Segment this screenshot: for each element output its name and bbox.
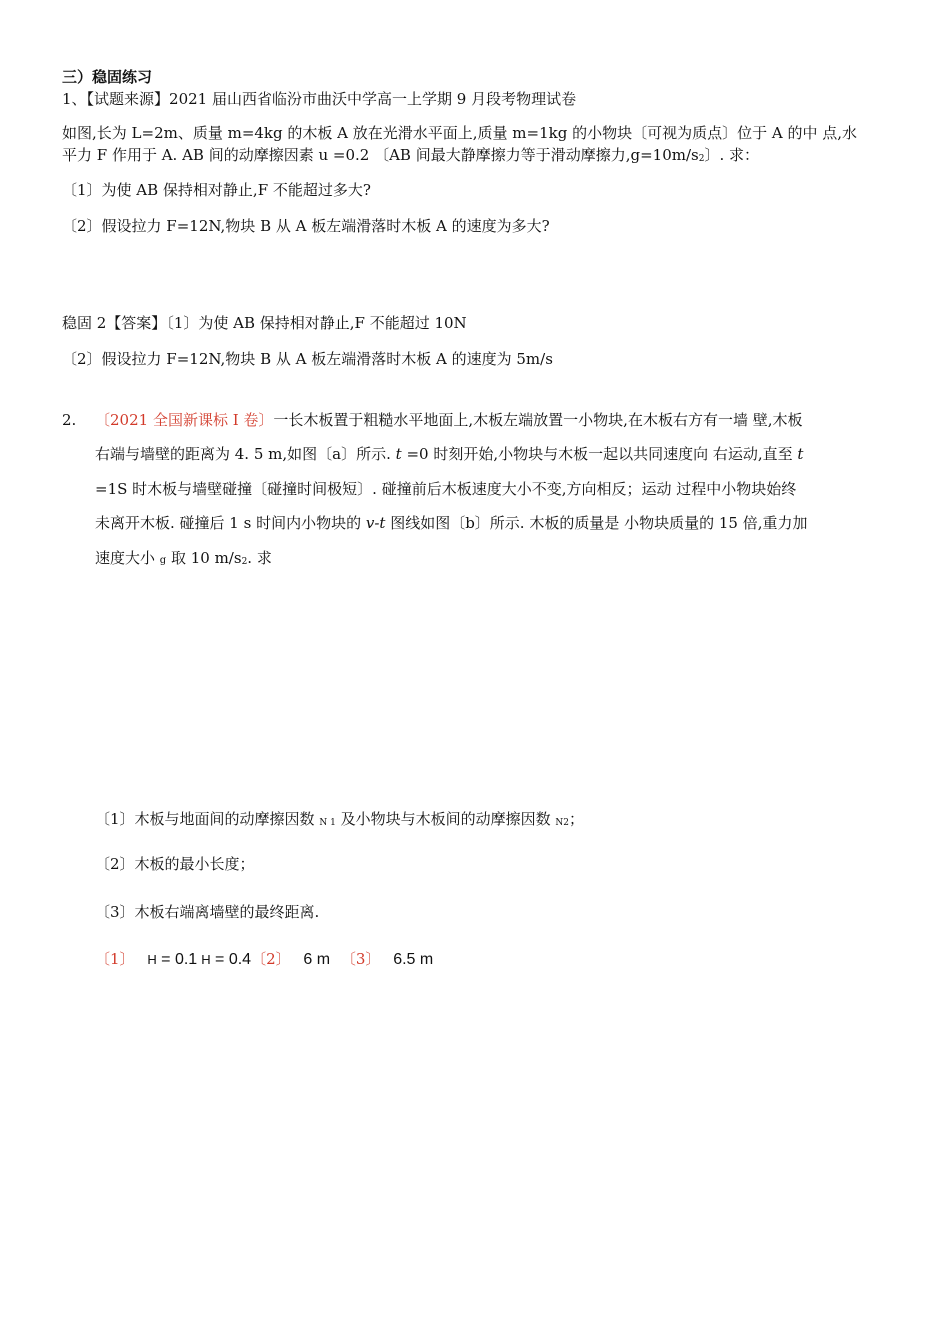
q2-line5-superscript: 2	[241, 557, 248, 567]
q2-sub1-b: 及小物块与木板间的动摩擦因数	[335, 810, 556, 828]
q2-line1	[95, 410, 802, 430]
q2-subquestion-1	[95, 809, 584, 833]
q2-line5-a: 速度大小	[95, 549, 160, 567]
q2-length-answer: 6 m	[303, 951, 331, 968]
q1-body-line2-end: 〕. 求：	[704, 146, 760, 164]
q1-body-line1: 如图,长为 L=2m、质量 m=4kg 的木板 A 放在光滑水平面上,质量 m=1kg 的小物块〔可视为质点〕位于 A 的中 点,水	[62, 124, 858, 142]
q2-line5-b: 取 10 m/s	[166, 549, 242, 567]
q1-answer-text-1: 〔1〕为使 AB 保持相对静止,F 不能超过 10N	[166, 314, 467, 332]
q1-source-line: 1、【试题来源】2021 届山西省临汾市曲沃中学高一上学期 9 月段考物理试卷	[62, 90, 577, 108]
q2-line5	[95, 548, 272, 572]
q1-body-line2	[62, 145, 759, 169]
q2-sub1-c: ；	[568, 810, 584, 828]
q2-sub1-a: 〔1〕木板与地面间的动摩擦因数	[95, 810, 320, 828]
q2-line3: =1S 时木板与墙壁碰撞〔碰撞时间极短〕. 碰撞前后木板速度大小不变,方向相反；运动 过程中小物块始终	[95, 480, 797, 498]
q2-number: 2.	[62, 411, 77, 429]
q2-line4	[95, 513, 808, 533]
q2-mu2-symbol: N2	[555, 818, 569, 828]
q2-vt-symbol: v-t	[365, 514, 386, 532]
q2-line2	[95, 444, 803, 464]
q2-subquestion-3: 〔3〕木板右端离墙壁的最终距离.	[95, 903, 320, 921]
q2-subquestion-2: 〔2〕木板的最小长度；	[95, 855, 255, 873]
q2-distance-answer: 6.5 m	[393, 951, 434, 968]
q2-mu2-answer-symbol: H	[201, 952, 211, 967]
q1-answer-line2: 〔2〕假设拉力 F=12N,物块 B 从 A 板左端滑落时木板 A 的速度为 5m/s	[62, 350, 553, 368]
q1-answer-label: 稳固 2【答案】	[62, 314, 167, 332]
q1-answer-line1	[62, 313, 467, 333]
q2-line4-b: 图线如图〔b〕所示. 木板的质量是 小物块质量的 15 倍,重力加	[385, 514, 808, 532]
q1-subquestion-1: 〔1〕为使 AB 保持相对静止,F 不能超过多大?	[62, 181, 371, 199]
q2-line5-c: . 求	[247, 549, 272, 567]
q1-body-line2-superscript: 2	[698, 154, 705, 164]
q2-line1-text: 一长木板置于粗糙水平地面上,木板左端放置一小物块,在木板右方有一墙 壁,木板	[273, 411, 803, 429]
q2-answer-part3-label: 〔3〕	[340, 950, 381, 968]
q2-answer-part2-label: 〔2〕	[251, 950, 291, 968]
q2-source: 〔2021 全国新课标 I 卷〕	[95, 411, 274, 429]
q1-subquestion-2: 〔2〕假设拉力 F=12N,物块 B 从 A 板左端滑落时木板 A 的速度为多大?	[62, 217, 550, 235]
q1-body-line2-text: 平力 F 作用于 A. AB 间的动摩擦因素 u =0.2 〔AB 间最大静摩擦力等于滑动摩擦力,g=10m/s	[62, 146, 699, 164]
q2-time-symbol: t	[395, 445, 402, 463]
q2-line2-a: 右端与墙壁的距离为 4. 5 m,如图〔a〕所示.	[95, 445, 396, 463]
q2-line4-a: 未离开木板. 碰撞后 1 s 时间内小物块的	[95, 514, 366, 532]
q2-mu2-answer-value: = 0.4	[210, 951, 252, 968]
q2-answer-line	[95, 949, 433, 970]
q2-answer-part1-label: 〔1〕	[95, 950, 135, 968]
q2-time-symbol-2: t	[797, 445, 804, 463]
q2-mu1-answer-symbol: H	[147, 952, 157, 967]
q2-mu1-symbol: N 1	[319, 818, 336, 828]
q2-g-symbol: g	[159, 555, 167, 566]
q2-mu1-answer-value: = 0.1	[156, 951, 198, 968]
section-heading: 三）稳固练习	[62, 68, 153, 86]
q2-line2-b: =0 时刻开始,小物块与木板一起以共同速度向 右运动,直至	[401, 445, 798, 463]
